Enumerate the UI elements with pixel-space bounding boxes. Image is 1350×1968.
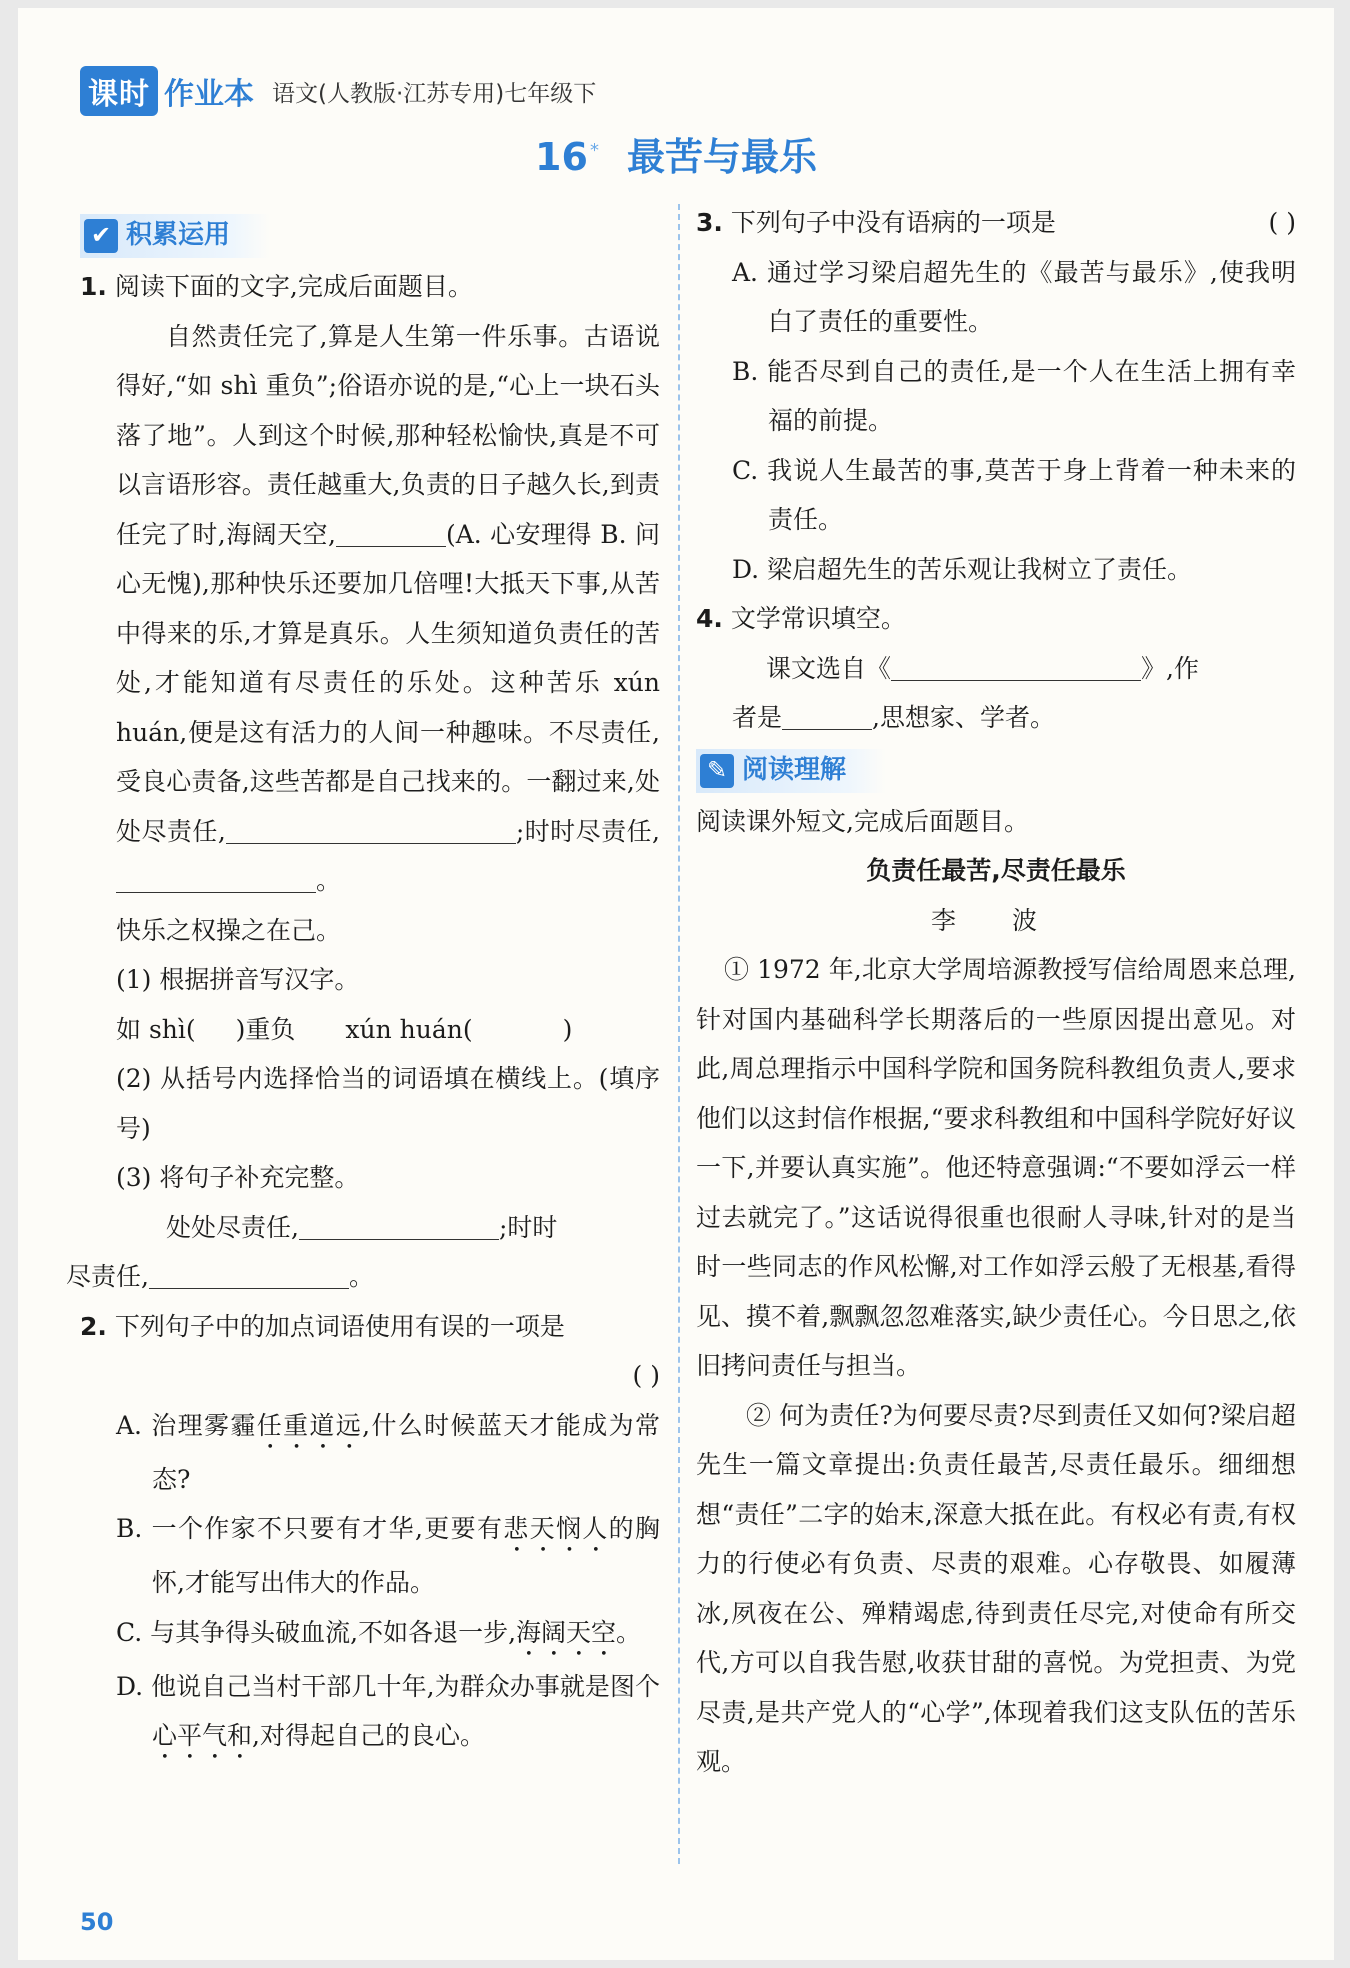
section-header-reading: ✎ 阅读理解: [696, 749, 886, 793]
reading-paragraph-1: ① 1972 年,北京大学周培源教授写信给周恩来总理,针对国内基础科学长期落后的一些原因提出意见。对此,周总理指示中国科学院和国务院科教组负责人,要求他们以这封信作根据,“要求科教组和中国科学院好好议一下,并要认真实施”。他还特意强调:“不要如浮云一样过去就完了。”这话说得很重也很耐人寻味,针对的是当时一些同志的作风松懈,对工作如浮云般了无根基,看得见、摸不着,飘飘忽忽难落实,缺少责任心。今日思之,依旧拷问责任与担当。: [696, 955, 1296, 1380]
lesson-number: 16 *: [535, 135, 599, 179]
reading-title: 负责任最苦,尽责任最乐: [866, 856, 1126, 885]
column-divider: [678, 204, 680, 1864]
blank-line[interactable]: [116, 862, 316, 893]
page-number: 50: [80, 1908, 114, 1936]
reading-author: 李 波: [931, 905, 1061, 935]
workbook-page: [18, 8, 1334, 1960]
question-1-stem: 1. 阅读下面的文字,完成后面题目。: [80, 272, 473, 301]
q4-line-1: 课文选自《 》,作: [696, 644, 1296, 694]
q4-line-2: 者是 ,思想家、学者。: [696, 693, 1296, 743]
question-1-passage: 自然责任完了,算是人生第一件乐事。古语说得好,“如 shì 重负”;俗语亦说的是,“心上一块石头落了地”。人到这个时候,那种轻松愉快,真是不可以言语形容。责任越重大,负责的日子越久长,到责任完了时,海阔天空, (A. 心安理得 B. 问心无愧),那种快乐还要加几倍哩!大抵天下事,从苦中得来的乐,才算是真乐。人生须知道负责任的苦处,才能知道有尽责任的乐处。这种苦乐 xún huán,便是这有活力的人间一种趣味。不尽责任,受良心责备,这些苦都是自己找来的。一翻过来,处处尽责任, ;时时尽责任,。 快乐之权操之在己。 (1) 根据拼音写汉字。 如 shì( )重负 xún huán( ) (2) 从括号内选择恰当的词语填在横线上。(填序号) (3) 将句子补充完整。 处处尽责任, ;时时 尽责任, 。: [80, 312, 660, 1302]
q3-option-c[interactable]: C. 我说人生最苦的事,莫苦于身上背着一种未来的责任。: [732, 455, 1296, 534]
left-column: [66, 208, 661, 1765]
pencil-icon: ✎: [700, 754, 734, 788]
page-header: [80, 66, 596, 116]
lesson-mark: *: [589, 140, 599, 162]
q1-sub3: (3) 将句子补充完整。: [116, 1163, 360, 1192]
q3-option-a[interactable]: A. 通过学习梁启超先生的《最苦与最乐》,使我明白了责任的重要性。: [732, 257, 1296, 336]
answer-paren[interactable]: ( ): [632, 1361, 660, 1390]
blank-line[interactable]: [782, 699, 872, 730]
checkbox-icon: ✔: [84, 219, 118, 253]
answer-paren[interactable]: ( ): [1268, 208, 1296, 237]
question-2-stem: 2. 下列句子中的加点词语使用有误的一项是: [80, 1311, 565, 1341]
q1-sub2: (2) 从括号内选择恰当的词语填在横线上。(填序号): [116, 1064, 660, 1143]
question-3-stem: 3. 下列句子中没有语病的一项是 ( ): [696, 198, 1296, 248]
q2-option-b[interactable]: B. 一个作家不只要有才华,更要有悲天悯人的胸怀,才能写出伟大的作品。: [116, 1514, 660, 1597]
q2-option-c[interactable]: C. 与其争得头破血流,不如各退一步,海阔天空。: [116, 1617, 642, 1647]
blank-line[interactable]: [299, 1209, 499, 1240]
q1-sub3-answer: 处处尽责任, ;时时 尽责任, 。: [116, 1203, 660, 1302]
section-header-accumulate: ✔ 积累运用: [80, 214, 270, 258]
reading-stem: 阅读课外短文,完成后面题目。: [696, 806, 1029, 836]
q2-option-d[interactable]: D. 他说自己当村干部几十年,为群众办事就是图个心平气和,对得起自己的良心。: [116, 1671, 660, 1750]
q3-option-b[interactable]: B. 能否尽到自己的责任,是一个人在生活上拥有幸福的前提。: [732, 356, 1296, 435]
q1-sub1: (1) 根据拼音写汉字。: [116, 965, 360, 994]
brand-name: 作业本: [164, 77, 254, 112]
brand-logo: 课时: [80, 66, 158, 116]
blank-line[interactable]: [456, 813, 516, 844]
lesson-name: 最苦与最乐: [626, 135, 817, 179]
reading-paragraph-2: ② 何为责任?为何要尽责?尽到责任又如何?梁启超先生一篇文章提出:负责任最苦,尽责任最乐。细细想想“责任”二字的始末,深意大抵在此。有权必有责,有权力的行使必有负责、尽责的艰难。心存敬畏、如履薄冰,夙夜在公、殚精竭虑,待到责任尽完,对使命有所交代,方可以自我告慰,收获甘甜的喜悦。为党担责、为党尽责,是共产党人的“心学”,体现着我们这支队伍的苦乐观。: [696, 1400, 1296, 1776]
blank-line[interactable]: [891, 650, 1141, 681]
blank-line[interactable]: [226, 813, 456, 844]
question-4-stem: 4. 文学常识填空。: [696, 604, 906, 633]
blank-line[interactable]: [336, 516, 446, 547]
q1-sub1-answers: 如 shì( )重负 xún huán( ): [116, 1014, 573, 1044]
right-column: [696, 198, 1296, 1787]
blank-line[interactable]: [149, 1258, 349, 1289]
lesson-title: [18, 126, 1334, 181]
subject-label: 语文(人教版·江苏专用)七年级下: [272, 80, 597, 107]
q3-option-d[interactable]: D. 梁启超先生的苦乐观让我树立了责任。: [732, 554, 1193, 584]
q2-option-a[interactable]: A. 治理雾霾任重道远,什么时候蓝天才能成为常态?: [116, 1410, 660, 1494]
